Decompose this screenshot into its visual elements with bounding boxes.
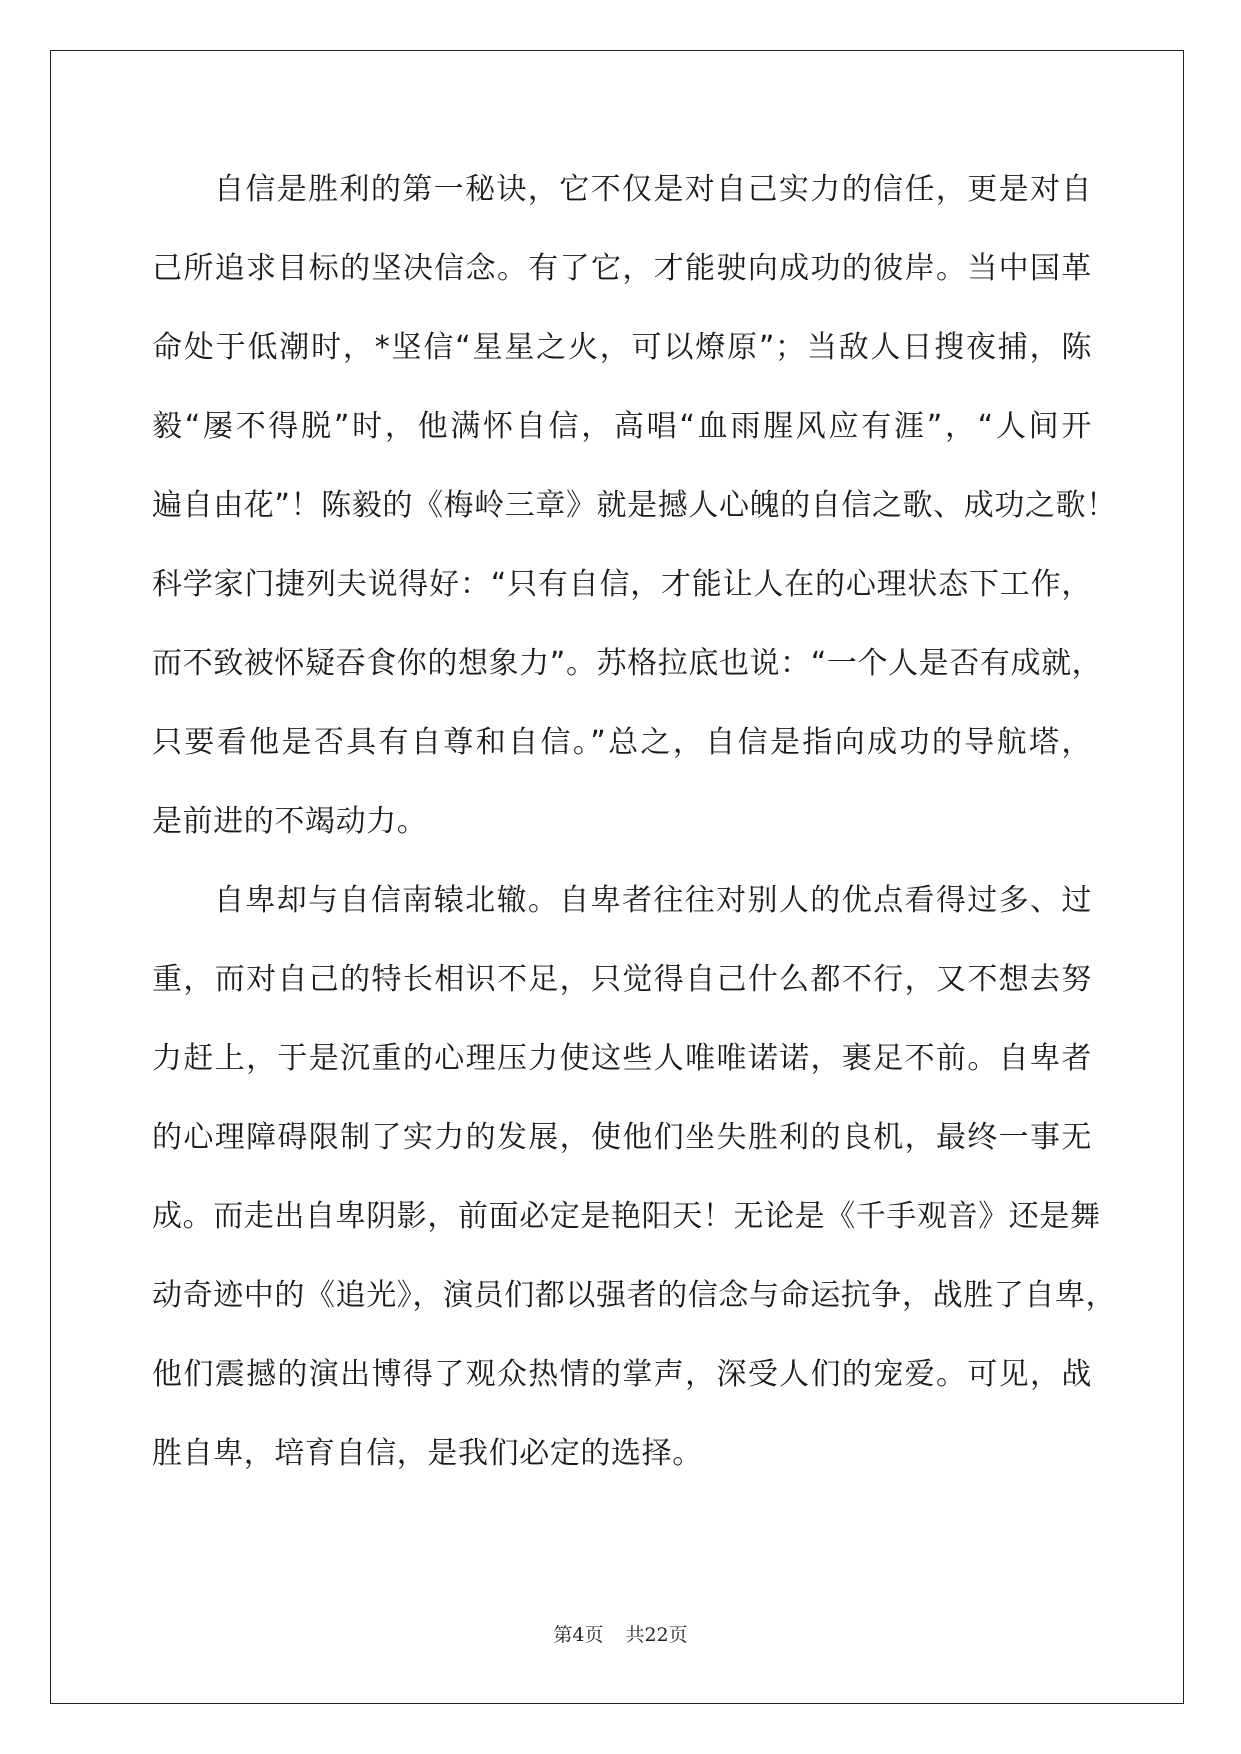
text-line: 己所追求目标的坚决信念。有了它，才能驶向成功的彼岸。当中国革	[152, 251, 1092, 286]
text-line: 自卑却与自信南辕北辙。自卑者往往对别人的优点看得过多、过	[214, 883, 1092, 918]
text-line: 科学家门捷列夫说得好：“只有自信，才能让人在的心理状态下工作，	[152, 567, 1092, 602]
text-line: 他们震撼的演出博得了观众热情的掌声，深受人们的宠爱。可见，战	[152, 1357, 1092, 1392]
paragraph-1	[152, 150, 1117, 861]
document-body	[152, 150, 1117, 1493]
total-pages: 共22页	[625, 1624, 688, 1646]
text-line: 毅“屡不得脱”时，他满怀自信，高唱“血雨腥风应有涯”，“人间开	[152, 409, 1092, 444]
text-line: 力赶上，于是沉重的心理压力使这些人唯唯诺诺，裹足不前。自卑者	[152, 1041, 1092, 1076]
text-line: 动奇迹中的《追光》，演员们都以强者的信念与命运抗争，战胜了自卑，	[152, 1278, 1117, 1313]
text-line: 的心理障碍限制了实力的发展，使他们坐失胜利的良机，最终一事无	[152, 1120, 1092, 1155]
text-line: 而不致被怀疑吞食你的想象力”。苏格拉底也说：“一个人是否有成就，	[152, 646, 1103, 681]
text-line: 自信是胜利的第一秘诀，它不仅是对自己实力的信任，更是对自	[214, 172, 1092, 207]
text-line: 命处于低潮时，*坚信“星星之火，可以燎原”；当敌人日搜夜捕，陈	[152, 330, 1092, 365]
text-line: 是前进的不竭动力。	[152, 804, 428, 839]
text-line: 遍自由花”！陈毅的《梅岭三章》就是撼人心魄的自信之歌、成功之歌！	[152, 488, 1117, 523]
paragraph-2	[152, 861, 1117, 1493]
page-number: 第4页	[553, 1624, 604, 1646]
text-line: 重，而对自己的特长相识不足，只觉得自己什么都不行，又不想去努	[152, 962, 1092, 997]
text-line: 成。而走出自卑阴影，前面必定是艳阳天！无论是《千手观音》还是舞	[152, 1199, 1101, 1234]
text-line: 胜自卑，培育自信，是我们必定的选择。	[152, 1436, 703, 1471]
page-footer	[0, 1620, 1241, 1647]
text-line: 只要看他是否具有自尊和自信。”总之，自信是指向成功的导航塔，	[152, 725, 1092, 760]
